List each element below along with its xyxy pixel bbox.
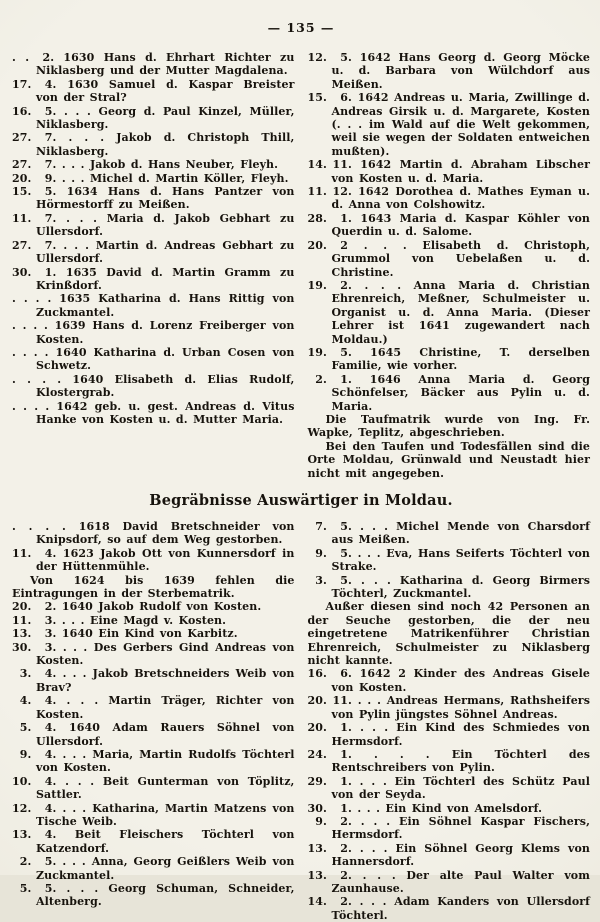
register-entry: . . . . 1618 David Bretschneider von Knipsdorf, so auf dem Weg gestorben. (12, 520, 295, 547)
register-entry: 20. 1. . . . Ein Kind des Schmiedes von Hermsdorf. (307, 721, 590, 748)
register-entry: 20. 2 . . . Elisabeth d. Christoph, Grummol von Uebelaßen u. d. Christine. (307, 238, 590, 279)
register-entry: 9. 5. . . . Eva, Hans Seiferts Töchterl von Strake. (307, 546, 590, 574)
register-entry: 20. 9. . . . Michel d. Martin Köller, Fleyh. (12, 171, 289, 185)
entries-list (12, 51, 295, 426)
baptisms-section (12, 51, 590, 480)
register-entry: . . . . 1639 Hans d. Lorenz Freiberger von Kosten. (12, 319, 295, 346)
register-entry: . . . . 1635 Katharina d. Hans Rittig von Zuckmantel. (12, 292, 295, 319)
register-entry: 19. 5. 1645 Christine, T. derselben Familie, wie vorher. (307, 345, 590, 373)
register-entry: 30. 1. . . . Ein Kind von Amelsdorf. (307, 801, 543, 815)
register-entry: 27. 7. . . . Martin d. Andreas Gebhart zu Ullersdorf. (12, 238, 295, 266)
note-paragraph: Außer diesen sind noch 42 Personen an der Seuche gestorben, die der neu eingetretene Matrikenführer Christian Ehrenreich, Schulmeister zu Niklasberg nicht kannte. (307, 600, 590, 668)
section-heading: Begräbnisse Auswärtiger in Moldau. (149, 492, 453, 509)
register-entry: 9. 2. . . . Ein Söhnel Kaspar Fischers, Hermsdorf. (307, 814, 590, 842)
register-entry: 13. 3. 1640 Ein Kind von Karbitz. (12, 627, 238, 641)
register-entry: 24. 1. . . . Ein Töchterl des Rentschreibers von Pylin. (307, 747, 590, 775)
register-entry: 29. 1. . . . Ein Töchterl des Schütz Paul von der Seyda. (307, 774, 590, 802)
register-entry: 14. 2. . . . Adam Kanders von Ullersdorf Töchterl. (307, 895, 590, 922)
entries-list (308, 520, 591, 600)
register-entry: . . . . 1642 geb. u. gest. Andreas d. Vitus Hanke von Kosten u. d. Mutter Maria. (12, 399, 295, 426)
register-entry: 3. 4. . . . Jakob Bretschneiders Weib von Brav? (12, 667, 295, 694)
register-entry: 20. 11. . . . Andreas Hermans, Rathsheifers von Pylin jüngstes Söhnel Andreas. (307, 694, 590, 721)
register-entry: 13. 2. . . . Der alte Paul Walter vom Zaunhause. (307, 868, 590, 895)
register-entry: 12. 4. . . . Katharina, Martin Matzens von Tische Weib. (12, 801, 295, 828)
register-entry: 2. 5. . . . Anna, Georg Geißlers Weib von Zuckmantel. (12, 855, 295, 882)
register-entry: 27. 7. . . . Jakob d. Hans Neuber, Fleyh. (12, 158, 279, 172)
baptisms-right-column (308, 51, 591, 480)
baptisms-left-column (12, 51, 295, 480)
register-entry: 11. 4. 1623 Jakob Ott von Kunnersdorf in der Hüttenmühle. (12, 546, 295, 574)
register-entry: 5. 4. 1640 Adam Rauers Söhnel von Ullersdorf. (12, 721, 295, 748)
register-entry: 9. 4. . . . Maria, Martin Rudolfs Töchterl von Kosten. (12, 747, 295, 775)
register-entry: . . . . 1640 Elisabeth d. Elias Rudolf, Klostergrab. (12, 372, 295, 400)
register-entry: 2. 1. 1646 Anna Maria d. Georg Schönfelser, Bäcker aus Pylin u. d. Maria. (307, 372, 590, 413)
register-entry: . . . . 1640 Katharina d. Urban Cosen von Schwetz. (12, 345, 295, 373)
register-entry: 28. 1. 1643 Maria d. Kaspar Köhler von Querdin u. d. Salome. (307, 211, 590, 239)
register-entry: . . 2. 1630 Hans d. Ehrhart Richter zu Niklasberg und der Mutter Magdalena. (12, 51, 295, 78)
burials-section (12, 520, 590, 922)
burials-right-column (308, 520, 591, 922)
register-entry: 17. 4. 1630 Samuel d. Kaspar Breister von der Stral? (12, 77, 295, 105)
register-entry: 11. 7. . . . Maria d. Jakob Gebhart zu Ullersdorf. (12, 211, 295, 239)
register-entry: 3. 5. . . . Katharina d. Georg Birmers Töchterl, Zuckmantel. (307, 573, 590, 601)
register-entry: 5. 5. . . . Georg Schuman, Schneider, Altenberg. (12, 881, 295, 909)
register-entry: 16. 6. 1642 2 Kinder des Andreas Gisele von Kosten. (307, 667, 590, 694)
register-entry: 14. 11. 1642 Martin d. Abraham Libscher von Kosten u. d. Maria. (307, 158, 590, 185)
register-entry: 20. 2. 1640 Jakob Rudolf von Kosten. (12, 600, 262, 614)
register-entry: 15. 5. 1634 Hans d. Hans Pantzer von Hörmestorff zu Meißen. (12, 185, 295, 212)
register-entry: 13. 4. Beit Fleischers Töchterl von Katzendorf. (12, 828, 295, 855)
register-entry: 11. 3. . . . Eine Magd v. Kosten. (12, 613, 227, 627)
note-paragraph: Von 1624 bis 1639 fehlen die Eintragungen in der Sterbematrik. (12, 573, 295, 601)
register-entry: 13. 2. . . . Ein Söhnel Georg Klems von Hannersdorf. (307, 841, 590, 869)
register-entry: 10. 4. . . . Beit Gunterman von Töplitz, Sattler. (12, 774, 295, 802)
register-entry: 16. 5. . . . Georg d. Paul Kinzel, Müller, Niklasberg. (12, 104, 295, 132)
register-entry: 12. 5. 1642 Hans Georg d. Georg Möcke u. d. Barbara von Wülchdorf aus Meißen. (307, 51, 590, 91)
note-paragraph: Bei den Taufen und Todesfällen sind die Orte Moldau, Grünwald und Neustadt hier nicht mit angegeben. (307, 439, 590, 480)
register-entry: 19. 2. . . . Anna Maria d. Christian Ehrenreich, Meßner, Schulmeister u. Organist u. d. Anna Maria. (Dieser Lehrer ist 1641 zugewandert nach Moldau.) (307, 278, 590, 346)
register-entry: 7. 5. . . . Michel Mende von Charsdorf aus Meißen. (307, 520, 590, 547)
register-entry: 27. 7. . . . Jakob d. Christoph Thill, Niklasberg. (12, 131, 295, 158)
entries-list (12, 600, 295, 908)
note-paragraph: Die Taufmatrik wurde von Ing. Fr. Wapke, Teplitz, abgeschrieben. (307, 412, 590, 440)
entries-list (308, 51, 591, 413)
register-entry: 30. 1. 1635 David d. Martin Gramm zu Krinßdorf. (12, 265, 295, 292)
entries-list (12, 520, 295, 574)
register-entry: 30. 3. . . . Des Gerbers Gind Andreas von Kosten. (12, 640, 295, 668)
entries-list (308, 667, 591, 922)
notes-list (308, 413, 591, 480)
register-entry: 11. 12. 1642 Dorothea d. Mathes Eyman u. d. Anna von Colshowitz. (307, 185, 590, 212)
burials-left-column (12, 520, 295, 922)
page-number: — 135 — (267, 20, 335, 35)
register-entry: 4. 4. . . . Martin Träger, Richter von Kosten. (12, 694, 295, 721)
register-entry: 15. 6. 1642 Andreas u. Maria, Zwillinge d. Andreas Girsik u. d. Margarete, Kosten (. . . im Wald auf die Welt gekommen, weil sie wegen der Soldaten entweichen mußten). (307, 91, 590, 158)
